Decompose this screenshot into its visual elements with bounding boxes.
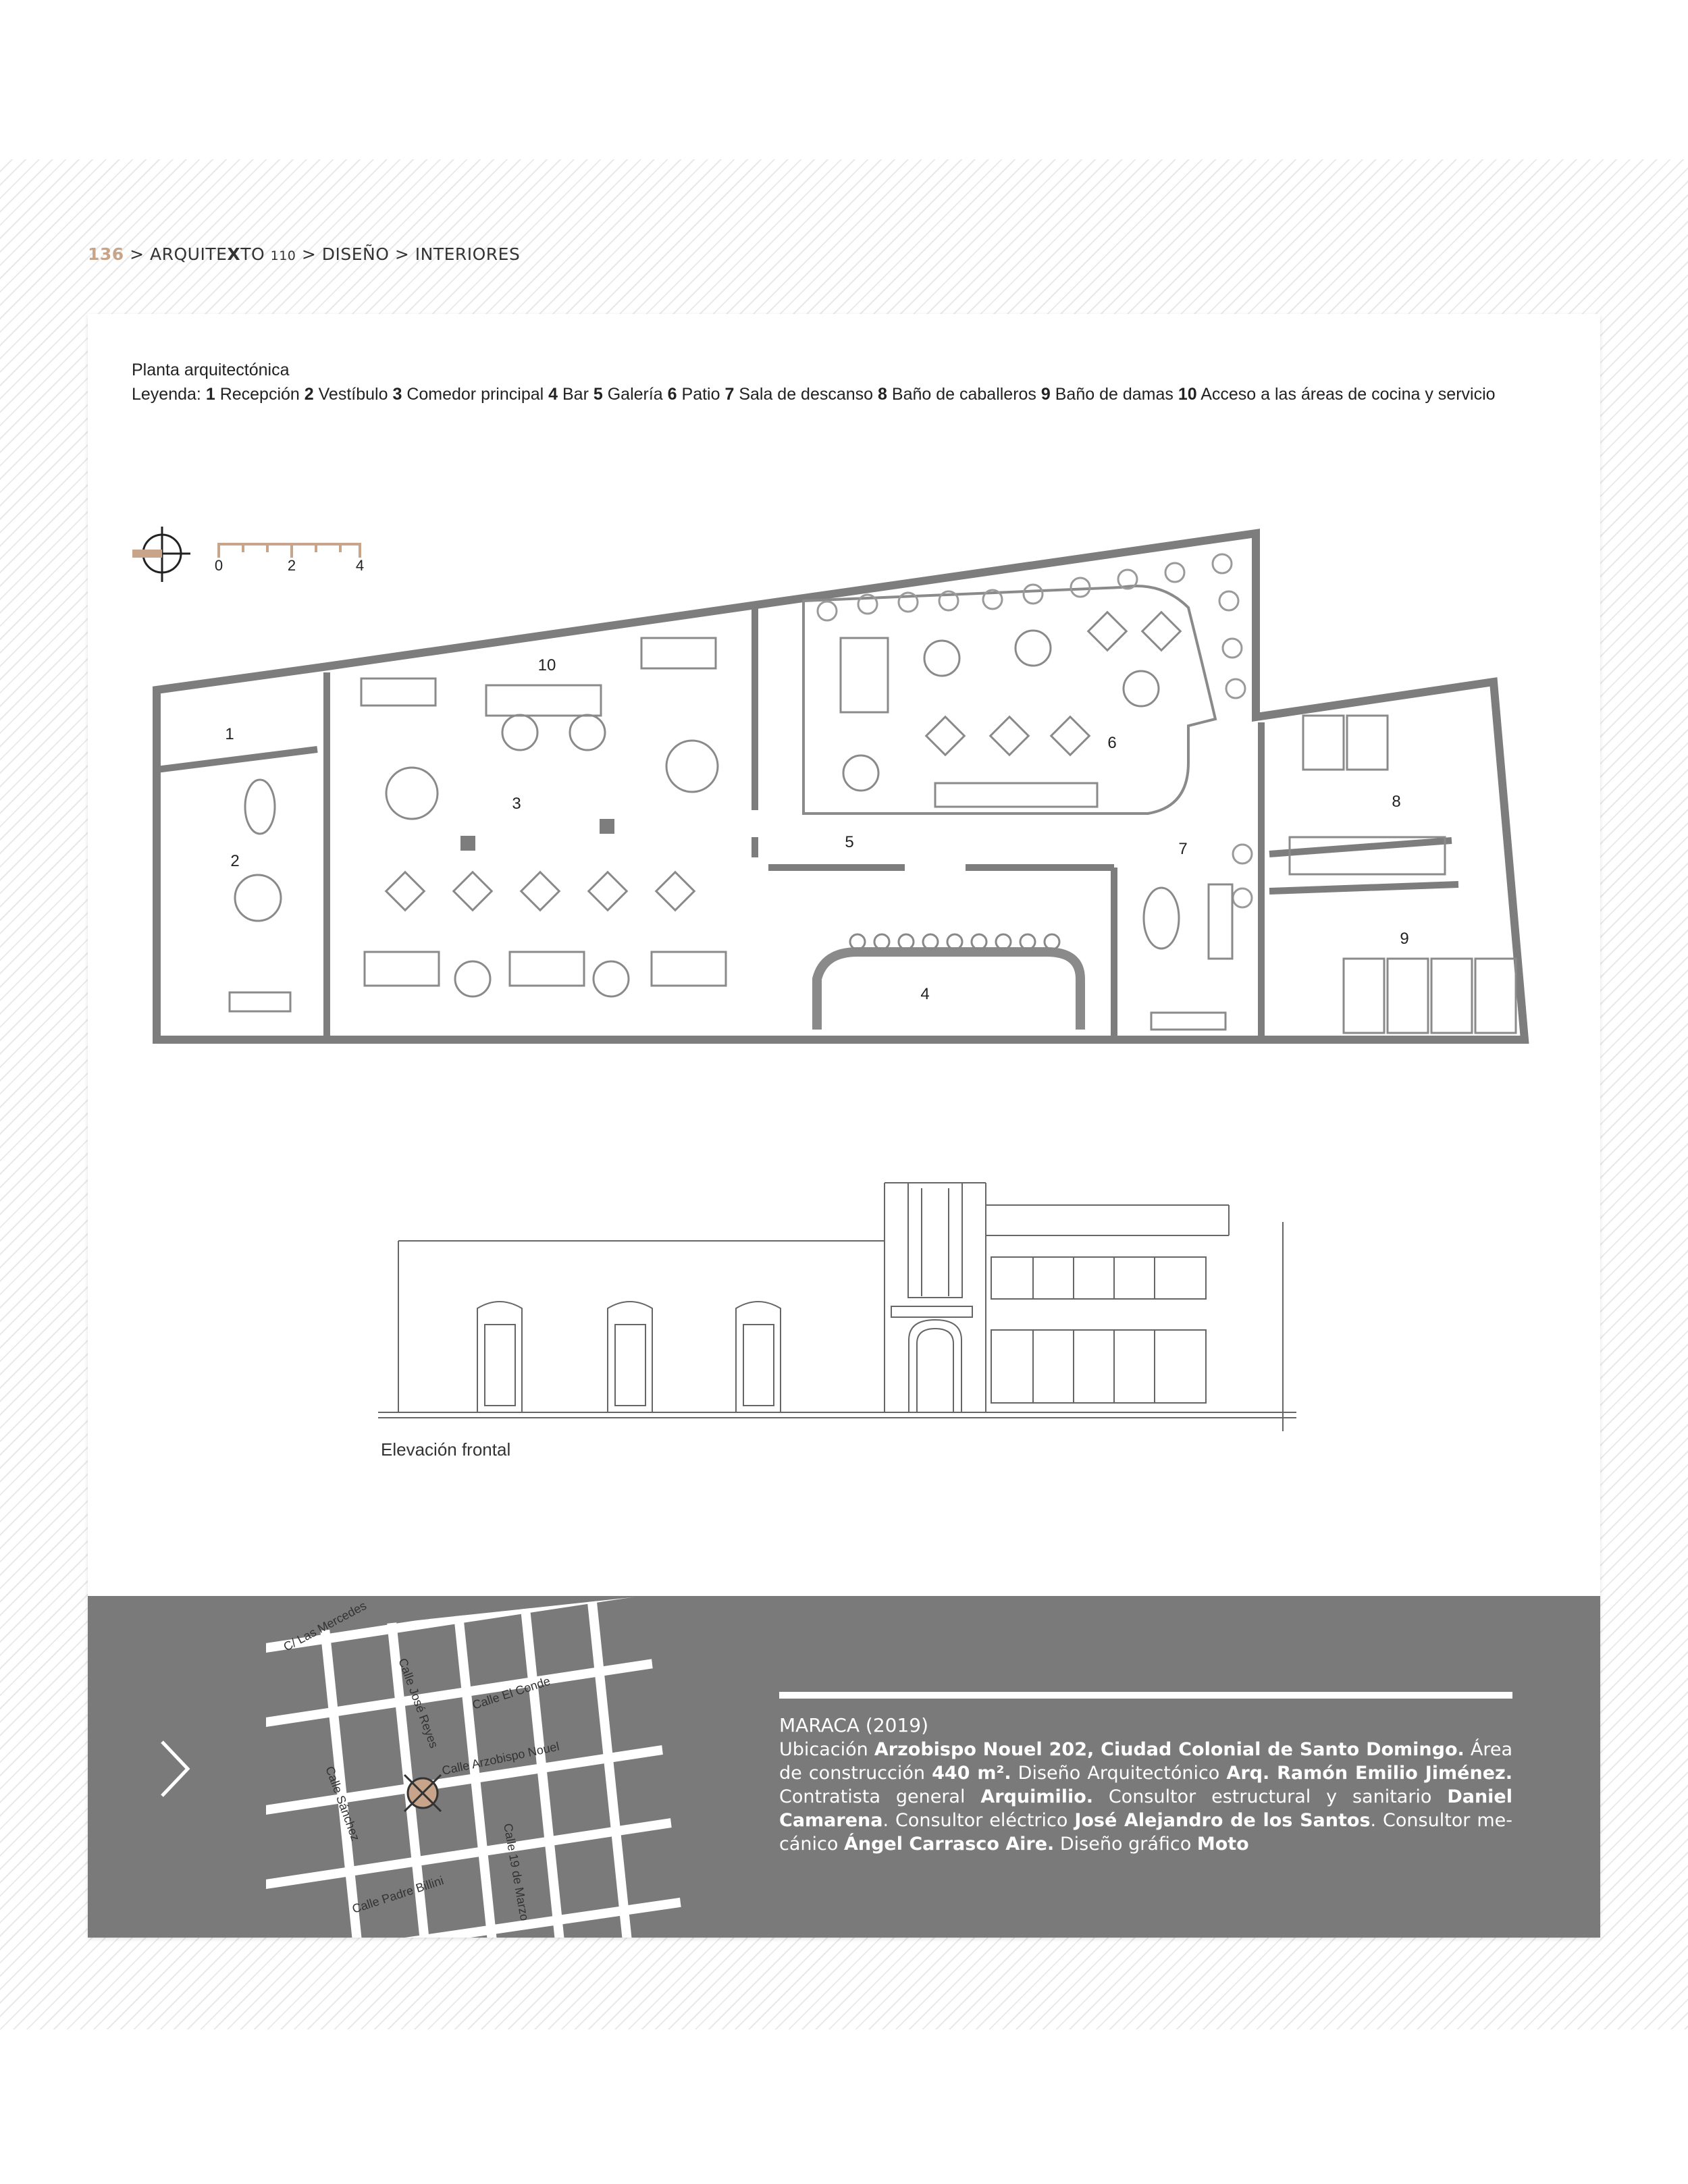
front-elevation	[0, 1148, 1688, 1445]
dining-tables	[235, 715, 718, 996]
scale-label-0: 0	[214, 557, 223, 574]
street-label: Calle 19 de Marzo	[501, 1822, 532, 1922]
column	[460, 836, 475, 851]
project-title: MARACA (2019)	[779, 1714, 929, 1736]
chevron-right-icon[interactable]	[155, 1735, 196, 1803]
legend-label: Comedor principal	[406, 385, 544, 404]
plan-caption-title: Planta arquitectónica	[132, 361, 290, 379]
legend-intro: Leyenda:	[132, 385, 206, 404]
credit-label: . Consultor me-cánico	[779, 1810, 1512, 1855]
credit-value: Moto	[1196, 1834, 1249, 1855]
legend-number: 6	[667, 385, 677, 404]
breadcrumb-separator: >	[124, 244, 151, 264]
legend-label: Galería	[607, 385, 663, 404]
legend-label: Sala de descanso	[739, 385, 874, 404]
legend-label: Baño de damas	[1055, 385, 1173, 404]
legend-number: 3	[392, 385, 402, 404]
credit-label: Diseño Arquitectónico	[1011, 1763, 1227, 1784]
magazine-name-x: X	[227, 244, 241, 264]
room-number-2: 2	[230, 852, 240, 870]
credit-value: Arquimilio.	[980, 1786, 1094, 1807]
room-number-9: 9	[1400, 930, 1409, 948]
credit-value: José Alejandro de los Santos	[1074, 1810, 1371, 1831]
info-rule	[779, 1692, 1512, 1699]
breadcrumb-separator: >	[389, 244, 415, 264]
project-info	[779, 1692, 1512, 1856]
credit-label: Área de construcción	[779, 1739, 1513, 1784]
credit-label: Ubicación	[779, 1739, 874, 1760]
scale-bar	[217, 544, 361, 558]
street-label: C/ Las Mercedes	[281, 1598, 369, 1654]
legend-label: Patio	[681, 385, 720, 404]
legend-label: Bar	[562, 385, 589, 404]
room-number-3: 3	[512, 795, 521, 813]
legend-number: 10	[1178, 385, 1197, 404]
legend-label: Acceso a las áreas de cocina y servicio	[1201, 385, 1496, 404]
scale-label-4: 4	[355, 557, 365, 574]
project-credits	[779, 1738, 1512, 1856]
street-label: Calle Sánchez	[323, 1764, 363, 1843]
credit-value: 440 m².	[932, 1763, 1011, 1784]
sofas	[230, 638, 726, 1011]
legend-number: 5	[593, 385, 603, 404]
exterior-walls	[157, 533, 1525, 1040]
breadcrumb-separator: >	[296, 244, 322, 264]
legend-label: Recepción	[219, 385, 300, 404]
subsection-name: INTERIORES	[415, 244, 521, 264]
bar-counter	[817, 952, 1080, 1030]
room-number-6: 6	[1107, 734, 1117, 752]
room-number-7: 7	[1178, 840, 1188, 858]
credit-value: Daniel Camarena	[779, 1786, 1512, 1831]
lounge-furniture	[1144, 884, 1232, 1030]
room-number-5: 5	[845, 833, 854, 851]
elevation-drawing	[378, 1183, 1296, 1431]
page-number: 136	[88, 244, 124, 264]
legend-number: 2	[304, 385, 314, 404]
legend-number: 4	[548, 385, 558, 404]
credit-value: Arq. Ramón Emilio Jiménez.	[1226, 1763, 1512, 1784]
legend-number: 8	[878, 385, 887, 404]
room-number-1: 1	[225, 725, 234, 743]
legend-number: 9	[1040, 385, 1051, 404]
credit-label: Consultor estructural y sanitario	[1093, 1786, 1448, 1807]
credit-value: Arzobispo Nouel 202, Ciudad Colonial de Santo Domingo.	[874, 1739, 1465, 1760]
legend-number: 7	[724, 385, 735, 404]
credit-label: . Consultor eléctrico	[882, 1810, 1075, 1831]
section-name: DISEÑO	[321, 244, 390, 264]
magazine-name-pre: ARQUITE	[150, 244, 228, 264]
location-marker-icon	[404, 1775, 441, 1811]
street-label: Calle José Reyes	[396, 1656, 441, 1750]
room-number-10: 10	[537, 656, 556, 674]
issue-number: 110	[270, 248, 296, 263]
street-label: Calle Arzobispo Nouel	[440, 1739, 561, 1778]
patio-tables	[841, 612, 1180, 807]
credit-value: Ángel Carrasco Aire.	[843, 1834, 1055, 1855]
credit-label: Contratista general	[779, 1786, 981, 1807]
magazine-name-post: TO	[240, 244, 265, 264]
elevation-caption: Elevación frontal	[381, 1439, 511, 1460]
legend-number: 1	[205, 385, 215, 404]
bar-stools	[850, 934, 1059, 949]
street-label: Calle El Conde	[471, 1674, 552, 1712]
room-number-4: 4	[920, 985, 930, 1003]
room-number-8: 8	[1392, 793, 1401, 811]
legend-label: Vestíbulo	[318, 385, 388, 404]
street-label: Calle Padre Billini	[350, 1873, 446, 1916]
north-compass-icon	[132, 527, 190, 582]
restroom-fixtures	[1290, 716, 1516, 1033]
legend-label: Baño de caballeros	[891, 385, 1036, 404]
interior-walls	[157, 608, 1458, 1040]
location-map	[266, 1596, 685, 1938]
credit-label: Diseño gráfico	[1054, 1834, 1197, 1855]
scale-label-2: 2	[287, 557, 296, 574]
column	[600, 819, 614, 834]
